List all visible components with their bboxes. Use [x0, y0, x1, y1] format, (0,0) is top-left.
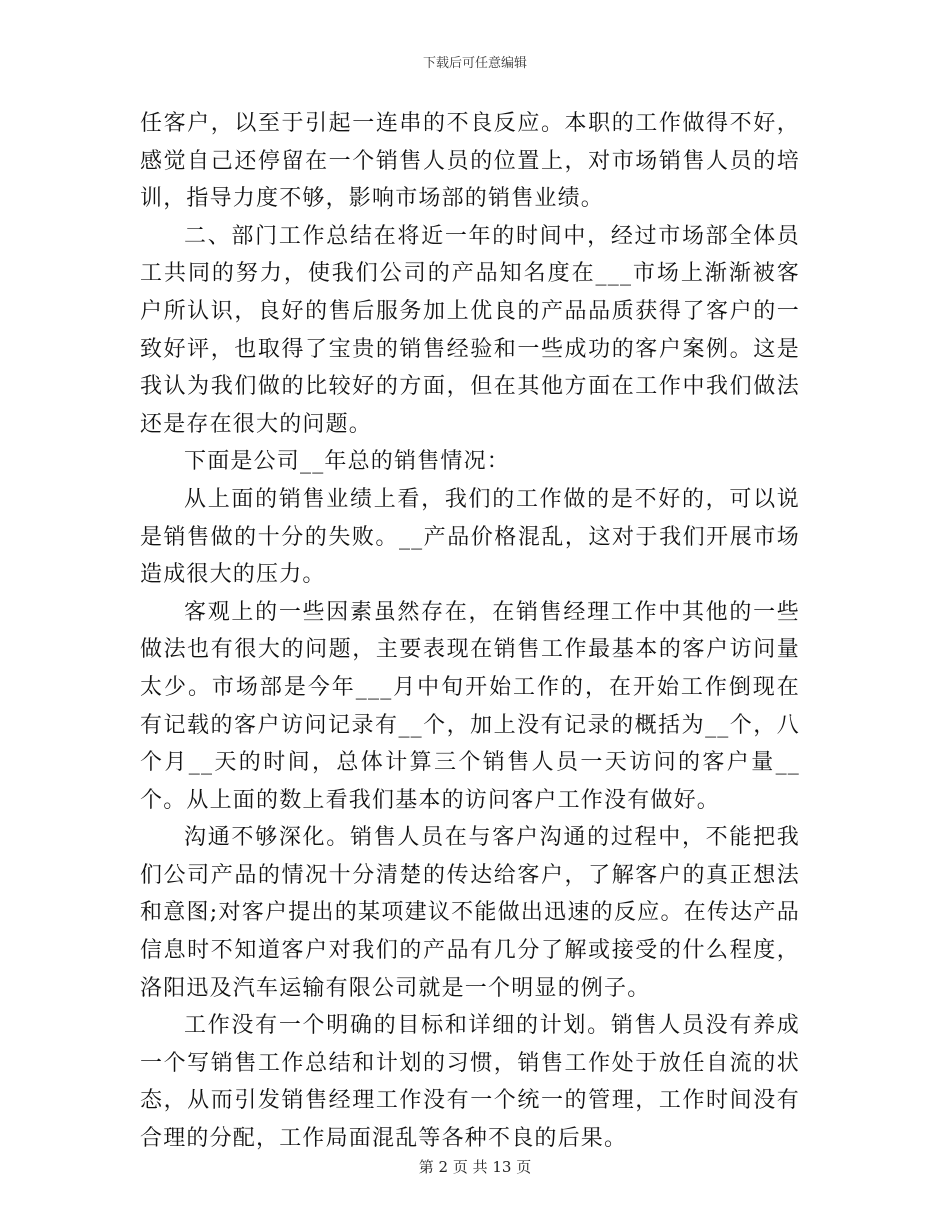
paragraph-communication: 沟通不够深化。销售人员在与客户沟通的过程中，不能把我们公司产品的情况十分清楚的传达给客户，了解客户的真正想法和意图;对客户提出的某项建议不能做出迅速的反应。在传达产品信息时不知道客户对我们的产品有几分了解或接受的什么程度，洛阳迅及汽车运输有限公司就是一个明显的例子。: [140, 825, 800, 1001]
paragraph-department-summary: 二、部门工作总结在将近一年的时间中，经过市场部全体员工共同的努力，使我们公司的产品知名度在___市场上渐渐被客户所认识，良好的售后服务加上优良的产品品质获得了客户的一致好评，也取得了宝贵的销售经验和一些成功的客户案例。这是我认为我们做的比较好的方面，但在其他方面在工作中我们做法还是存在很大的问题。: [140, 223, 800, 437]
page-header: 下载后可任意编辑: [422, 56, 527, 71]
paragraph-sales-performance: 从上面的销售业绩上看，我们的工作做的是不好的，可以说是销售做的十分的失败。__产品价格混乱，这对于我们开展市场造成很大的压力。: [140, 486, 800, 588]
page-footer: 第 2 页 共 13 页: [418, 1158, 532, 1176]
paragraph-work-plan: 工作没有一个明确的目标和详细的计划。销售人员没有养成一个写销售工作总结和计划的习惯，销售工作处于放任自流的状态，从而引发销售经理工作没有一个统一的管理，工作时间没有合理的分配，工作局面混乱等各种不良的后果。: [140, 1013, 800, 1152]
paragraph-sales-intro: 下面是公司__年总的销售情况：: [184, 449, 511, 475]
paragraph-customer-visits: 客观上的一些因素虽然存在，在销售经理工作中其他的一些做法也有很大的问题，主要表现在销售工作最基本的客户访问量太少。市场部是今年___月中旬开始工作的，在开始工作倒现在有记载的客户访问记录有__个，加上没有记录的概括为__个，八个月__天的时间，总体计算三个销售人员一天访问的客户量__个。从上面的数上看我们基本的访问客户工作没有做好。: [140, 599, 800, 813]
paragraph-continuation: 任客户，以至于引起一连串的不良反应。本职的工作做得不好，感觉自己还停留在一个销售人员的位置上，对市场销售人员的培训，指导力度不够，影响市场部的销售业绩。: [140, 111, 800, 212]
document-body: [140, 105, 800, 1158]
